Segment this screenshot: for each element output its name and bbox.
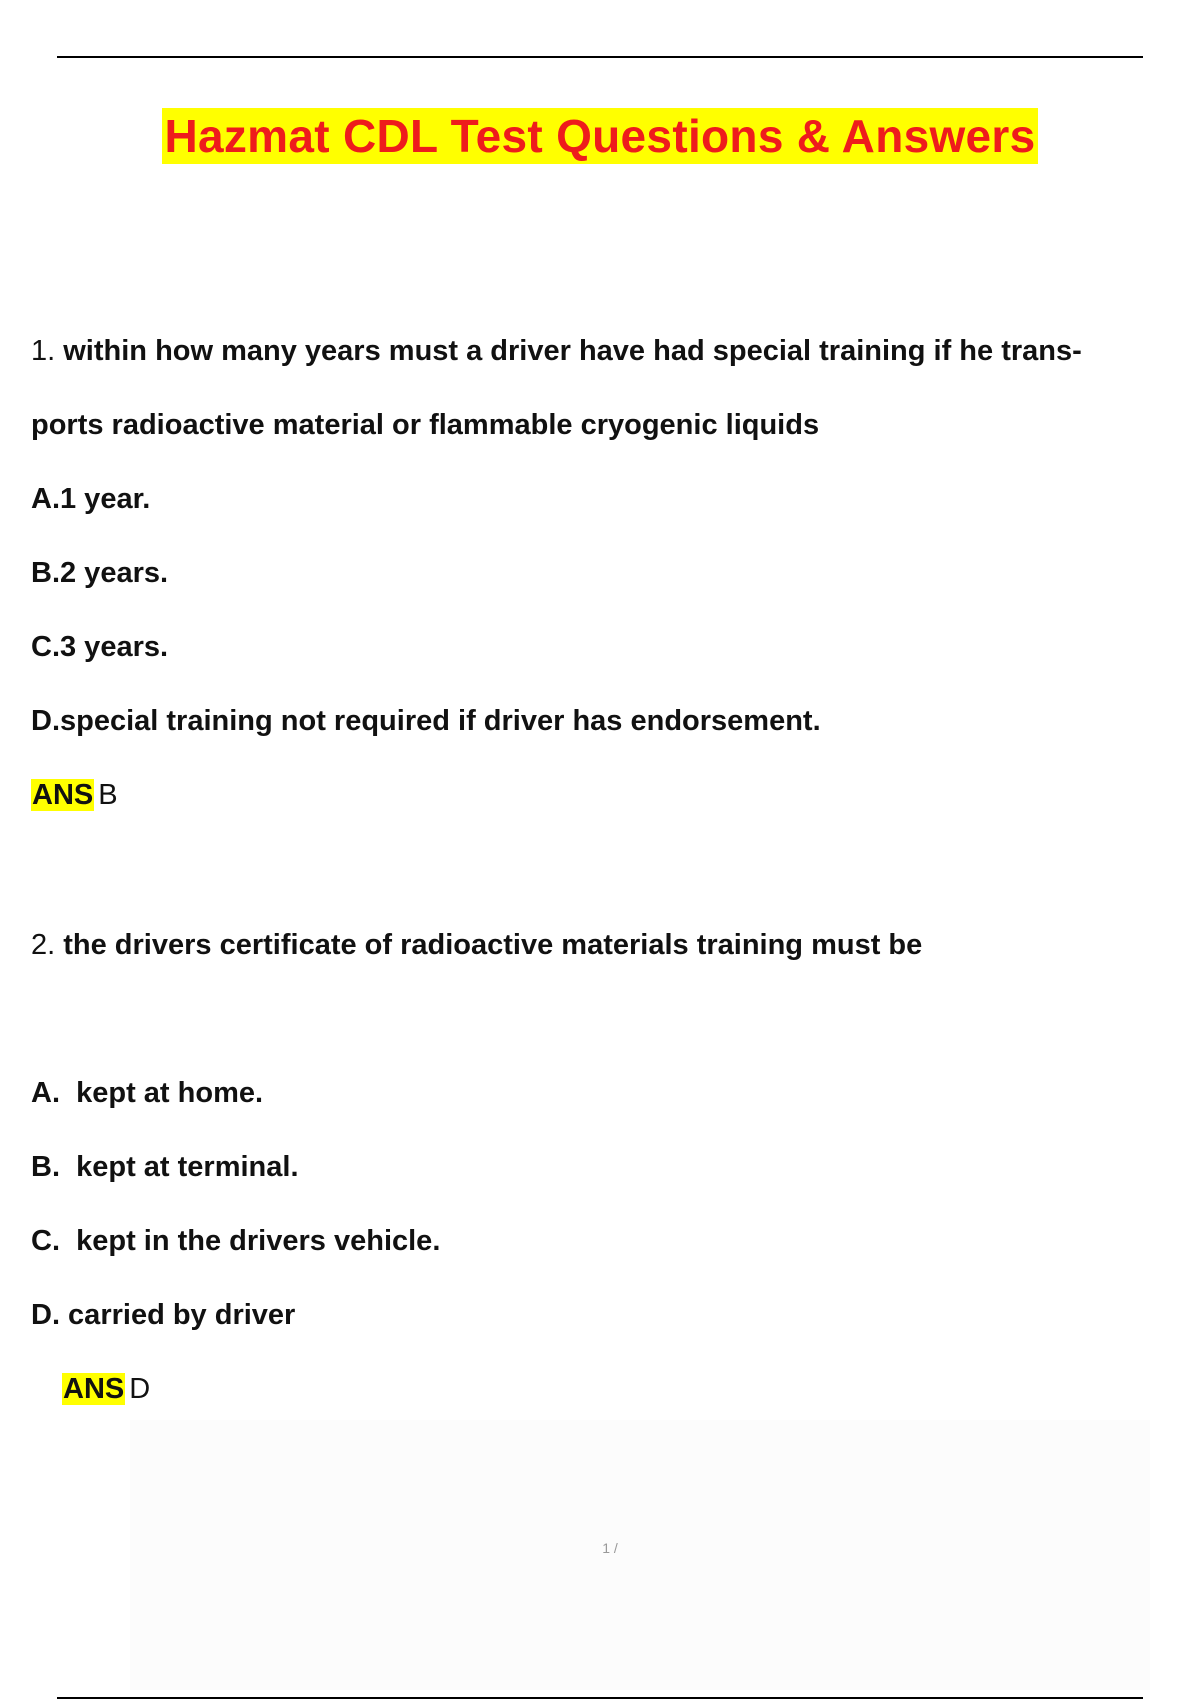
answer-1-label: ANS <box>32 779 94 811</box>
question-2-option-b: B. kept at terminal. <box>31 1151 299 1183</box>
bottom-rule <box>57 1697 1143 1699</box>
question-1-line-1 <box>31 331 1082 371</box>
question-1-option-a: A.1 year. <box>31 483 151 515</box>
question-1-option-d: D.special training not required if driver has endorsement. <box>31 705 821 737</box>
question-2-option-a: A. kept at home. <box>31 1077 264 1109</box>
question-1-number: 1. <box>31 335 56 367</box>
question-2-answer <box>62 1369 150 1409</box>
answer-1-value: B <box>98 779 118 811</box>
question-2-text-line-1: the drivers certificate of radioactive materials training must be <box>63 929 923 961</box>
page-number: 1 / <box>602 1540 618 1556</box>
page-title: Hazmat CDL Test Questions & Answers <box>164 110 1036 162</box>
question-2-line-1 <box>31 925 922 965</box>
answer-2-label: ANS <box>63 1373 125 1405</box>
question-1-option-b: B.2 years. <box>31 557 169 589</box>
question-1-text-line-1: within how many years must a driver have had special training if he trans- <box>63 335 1082 367</box>
title-container <box>0 108 1200 164</box>
answer-2-value: D <box>129 1373 151 1405</box>
question-2-option-c: C. kept in the drivers vehicle. <box>31 1225 441 1257</box>
top-rule <box>57 56 1143 58</box>
question-1-answer <box>31 775 118 815</box>
question-1-text-line-2: ports radioactive material or flammable cryogenic liquids <box>31 409 820 441</box>
question-1-option-c: C.3 years. <box>31 631 169 663</box>
question-2-option-d: D. carried by driver <box>31 1299 296 1331</box>
question-2-number: 2. <box>31 929 56 961</box>
